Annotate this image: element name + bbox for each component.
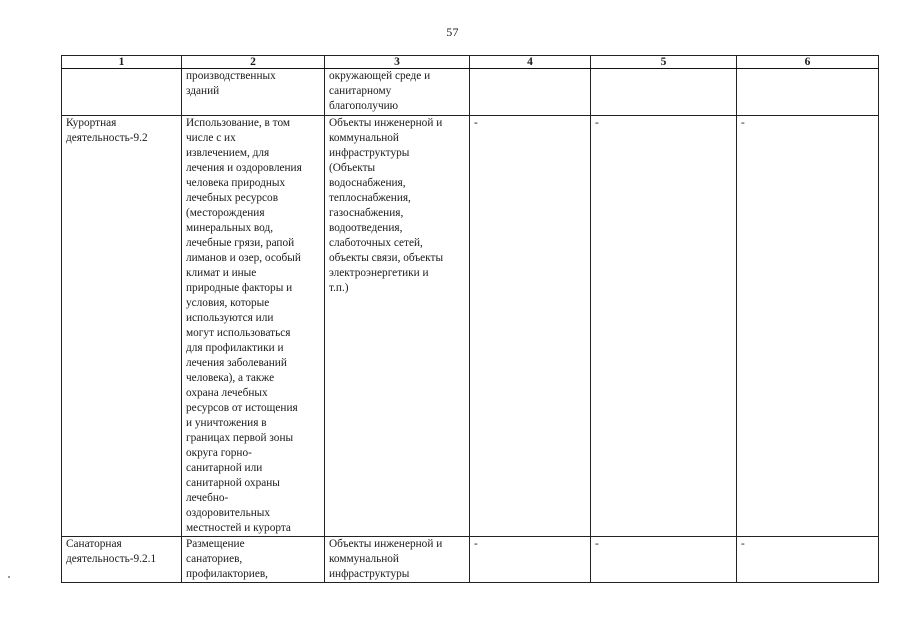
column-header-1: 1	[62, 56, 182, 69]
cell-col6	[737, 116, 879, 537]
cell-text: Санаторная деятельность-9.2.1	[66, 538, 157, 565]
cell-col4	[470, 116, 591, 537]
column-header-5: 5	[591, 56, 737, 69]
table-body	[62, 69, 879, 583]
cell-activity	[62, 69, 182, 116]
cell-text: Объекты инженерной и коммунальной инфраструктуры (Объекты водоснабжения, теплоснабжения, газоснабжения, водоотведения, слаботочных сетей, объекты связи, объекты электроэнергетики и т.п.)	[329, 117, 444, 294]
cell-objects	[325, 537, 470, 583]
table-row-continuation	[62, 69, 879, 116]
cell-activity	[62, 116, 182, 537]
cell-text: -	[741, 117, 745, 129]
scan-speck	[8, 576, 10, 578]
cell-col6	[737, 537, 879, 583]
cell-text: -	[595, 538, 599, 550]
document-table	[61, 55, 879, 583]
cell-description	[182, 69, 325, 116]
cell-text: окружающей среде и санитарному благополучию	[329, 70, 431, 112]
page-number: 57	[446, 25, 459, 39]
cell-text: -	[474, 538, 478, 550]
table-row-sanatornaya	[62, 537, 879, 583]
cell-col5	[591, 69, 737, 116]
cell-description	[182, 537, 325, 583]
column-header-2: 2	[182, 56, 325, 69]
cell-col4	[470, 69, 591, 116]
column-header-6: 6	[737, 56, 879, 69]
table-header	[62, 56, 879, 69]
cell-text: Использование, в том числе с их извлечением, для лечения и оздоровления человека природных лечебных ресурсов (месторождения минеральных вод, лечебные грязи, рапой лиманов и озер, особый климат и иные природные факторы и условия, которые используются или могут использоваться для профилактики и лечения заболеваний человека), а также охрана лечебных ресурсов от истощения и уничтожения в границах первой зоны округа горно- санитарной или санитарной охраны лечебно- оздоровительных местностей и курорта	[186, 117, 302, 534]
column-header-4: 4	[470, 56, 591, 69]
cell-text: производственных зданий	[186, 70, 276, 97]
cell-col6	[737, 69, 879, 116]
cell-col5	[591, 116, 737, 537]
cell-text: Курортная деятельность-9.2	[66, 117, 148, 144]
header-row	[62, 56, 879, 69]
cell-objects	[325, 69, 470, 116]
cell-description	[182, 116, 325, 537]
cell-text: -	[474, 117, 478, 129]
column-header-3: 3	[325, 56, 470, 69]
cell-text: Размещение санаториев, профилакториев,	[186, 538, 269, 580]
cell-col5	[591, 537, 737, 583]
cell-objects	[325, 116, 470, 537]
cell-text: -	[741, 538, 745, 550]
cell-activity	[62, 537, 182, 583]
cell-col4	[470, 537, 591, 583]
cell-text: -	[595, 117, 599, 129]
cell-text: Объекты инженерной и коммунальной инфраструктуры	[329, 538, 443, 580]
table-row-kurortnaya	[62, 116, 879, 537]
